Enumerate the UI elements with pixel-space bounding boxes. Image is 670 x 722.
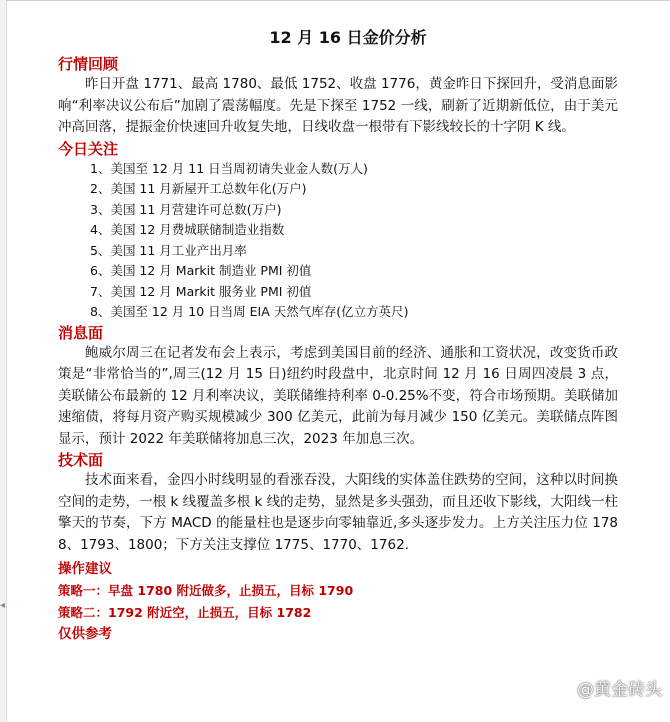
- heading-today-focus: 今日关注: [58, 139, 119, 158]
- heading-news: 消息面: [58, 323, 104, 342]
- list-item: 1、美国至 12 月 11 日当周初请失业金人数(万人): [90, 160, 368, 176]
- weibo-icon: [553, 678, 573, 698]
- disclaimer-note: 仅供参考: [58, 626, 112, 642]
- list-item: 4、美国 12 月费城联储制造业指数: [90, 222, 285, 237]
- today-focus-list: [58, 159, 618, 323]
- market-review-text: 昨日开盘 1771、最高 1780、最低 1752、收盘 1776，黄金昨日下探回升，受消息面影响“利率决议公布后”加剧了震荡幅度。先是下探至 1752 一线，刷新了近期新低位，由于美元冲高回落，提振金价快速回升收复失地，日线收盘一根带有下影线较长的十字阴 K 线。: [58, 76, 618, 135]
- window-top-border: [0, 0, 670, 5]
- ruler-edge: [0, 0, 7, 722]
- list-item: 3、美国 11 月营建许可总数(万户): [90, 201, 282, 217]
- document-title: 12 月 16 日金价分析: [269, 28, 427, 47]
- heading-advice: 操作建议: [58, 561, 112, 577]
- list-item: 5、美国 11 月工业产出月率: [90, 242, 247, 258]
- document-page: [58, 24, 618, 644]
- list-item: 2、美国 11 月新屋开工总数年化(万户): [90, 181, 307, 196]
- technical-text: 技术面来看，金四小时线明显的看涨吞没，大阳线的实体盖住跌势的空间，这种以时间换空间的走势，一根 k 线覆盖多根 k 线的走势，显然是多头强劲，而且还收下影线，大阳线一柱擎天的节奏，下方 MACD 的能量柱也是逐步向零轴靠近,多头逐步发力。上方关注压力位 1788、1793、1800；下方关注支撑位 1775、1770、1762.: [58, 472, 618, 553]
- list-item: 7、美国 12 月 Markit 服务业 PMI 初值: [90, 283, 312, 299]
- heading-market-review: 行情回顾: [58, 55, 119, 73]
- news-text: 鲍威尔周三在记者发布会上表示，考虑到美国目前的经济、通胀和工资状况，改变货币政策是“非常恰当的”,周三(12 月 15 日)纽约时段盘中，北京时间 12 月 16 日周四凌晨 3 点，美联储公布最新的 12 月利率决议，美联储维持利率 0-0.25%不变，符合市场预期。美联储加速缩债，将每月资产购买规模减少 300 亿美元，此前为每月减少 150 亿美元。美联储点阵图显示，预计 2022 年美联储将加息三次，2023 年加息三次。: [58, 344, 618, 447]
- scroll-marker-icon: ◂: [0, 600, 6, 611]
- list-item: 8、美国至 12 月 10 日当周 EIA 天然气库存(亿立方英尺): [90, 304, 409, 319]
- watermark: [553, 675, 662, 700]
- list-item: 6、美国 12 月 Markit 制造业 PMI 初值: [90, 263, 312, 278]
- heading-technical: 技术面: [58, 451, 104, 469]
- watermark-text: @黄金砖头: [577, 680, 662, 700]
- strategy-two: 策略二：1792 附近空，止损五，目标 1782: [58, 605, 312, 620]
- strategy-one: 策略一：早盘 1780 附近做多，止损五，目标 1790: [58, 583, 354, 598]
